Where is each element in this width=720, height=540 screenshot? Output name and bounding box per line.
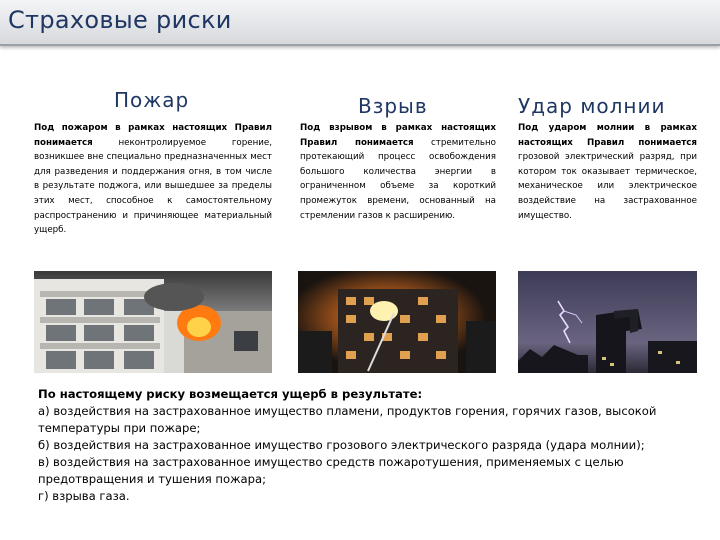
lightning-photo [518,271,697,373]
lightning-definition-text: грозовой электрический разряд, при котором ток оказывает термическое, механическое или электрическое воздействие на застрахованное имущество. [518,152,697,221]
slide-title: Страховые риски [8,6,232,34]
fire-photo [34,271,272,373]
covered-damage-item-b: б) воздействия на застрахованное имущество грозового электрического разряда (удара молнии); [38,438,645,452]
lightning-definition [518,121,697,223]
slide-header [0,0,720,46]
explosion-photo [298,271,496,373]
explosion-definition-bold: Под взрывом в рамках настоящих Правил понимается [300,123,496,148]
covered-damage-item-d: г) взрыва газа. [38,489,130,503]
fire-definition [34,121,272,238]
lightning-definition-bold: Под ударом молнии в рамках настоящих Правил понимается [518,123,697,148]
fire-definition-bold: Под пожаром в рамках настоящих Правил понимается [34,123,272,148]
covered-damage-lead: По настоящему риску возмещается ущерб в результате: [38,387,423,401]
fire-title: Пожар [114,88,190,112]
explosion-title: Взрыв [358,94,428,118]
explosion-definition [300,121,496,223]
explosion-definition-text: стремительно протекающий процесс освобождения большого количества энергии в ограниченном объеме за короткий промежуток времени, основанный на стремлении газов к расширению. [300,137,496,221]
covered-damage-item-a: а) воздействия на застрахованное имущество пламени, продуктов горения, горячих газов, высокой температуры при пожаре; [38,404,657,435]
fire-definition-text: неконтролируемое горение, возникшее вне специально предназначенных мест для разведения и поддержания огня, в том числе в результате поджога, или вышедшее за пределы этих мест, способное к самостоятельному распространению и причиняющее материальный ущерб. [34,137,272,236]
lightning-title: Удар молнии [518,94,666,118]
covered-damage-item-c: в) воздействия на застрахованное имущество средств пожаротушения, применяемых с целью предотвращения и тушения пожара; [38,455,624,486]
covered-damage-list [38,386,710,505]
